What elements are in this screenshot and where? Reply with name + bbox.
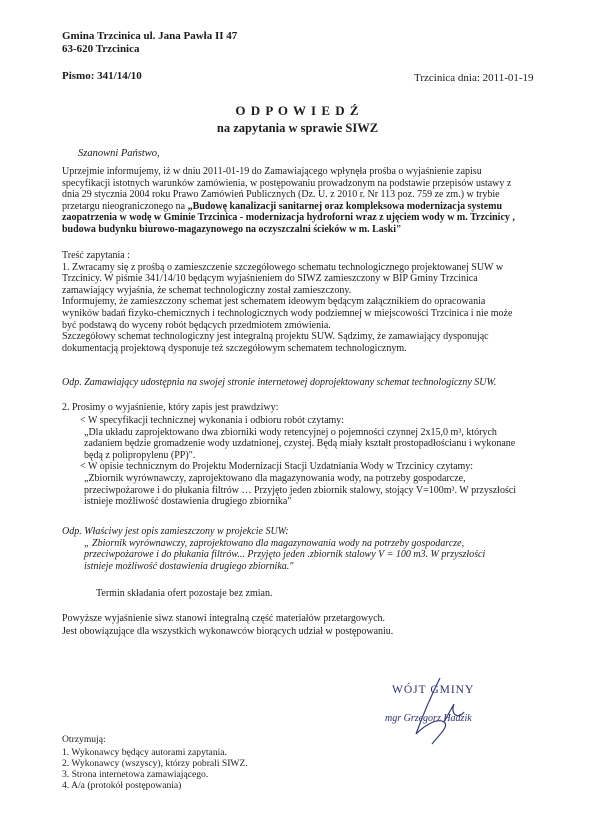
intro-paragraph — [62, 166, 534, 236]
question-2-line: przeciwpożarowe i do płukania filtrów … Przyjęto jeden zbiornik stalowy, stojący V=100m³. W przyszłości — [84, 484, 517, 496]
question-2-line: zadaniem będzie gromadzenie wody uzdatnionej, czystej. Będą miały kształt prostopadłościanu i wykonane — [84, 438, 516, 450]
question-2-line: istnieje możliwość dostawienia drugiego zbiornika" — [84, 496, 292, 508]
closing-line-1: Powyższe wyjaśnienie siwz stanowi integralną część materiałów przetargowych. — [62, 613, 386, 624]
intro-plain: przetargu nieograniczonego na — [62, 200, 188, 212]
sender-address-line1: Gmina Trzcinica ul. Jana Pawła II 47 — [62, 30, 238, 42]
question-1-line: być podstawą do wyceny robót będących przedmiotem zmówienia. — [62, 319, 331, 331]
recipient-item: 3. Strona internetowa zamawiającego. — [62, 769, 209, 780]
project-title-line: budowa budynku biurowo-magazynowego na oczyszczalni ścieków w m. Laski" — [62, 223, 402, 235]
recipients-label: Otrzymują: — [62, 734, 106, 745]
question-2-line: < W specyfikacji technicznej wykonania i odbioru robót czytamy: — [80, 415, 345, 426]
question-2-line: będą z polipropylenu (PP)". — [84, 449, 196, 461]
answer-2-line: „ Zbiornik wyrównawczy, zaprojektowano dla magazynowania wody na potrzeby gospodarcze, — [84, 537, 465, 549]
signature-icon — [380, 674, 500, 754]
recipient-item: 4. A/a (protokół postępowania) — [62, 780, 182, 791]
document-title: O D P O W I E D Ź — [235, 103, 360, 118]
question-2-block — [80, 415, 540, 508]
intro-line: specyfikacji istotnych warunków zamówienia, w postępowaniu prowadzonym na podstawie przepisów ustawy z — [62, 177, 512, 189]
question-1-line: dokumentacją projektową dysponuje też szczegółowym schematem technologicznym. — [62, 342, 407, 354]
place-date: Trzcinica dnia: 2011-01-19 — [414, 72, 534, 84]
stamp-name: mgr Grzegorz Hadzik — [385, 713, 472, 724]
answer-2-line: Odp. Właściwy jest opis zamieszczony w projekcie SUW: — [62, 526, 289, 537]
question-1-line: wyników badań fizyko-chemicznych i technologicznych wody podziemnej w miejscowości Trzcinica i nie może — [62, 307, 513, 319]
question-1-line: zamawiający wyjaśnia, że schemat technologiczny został zamieszczony. — [62, 284, 352, 296]
document-subtitle: na zapytania w sprawie SIWZ — [216, 121, 379, 135]
question-2-line: „Zbiornik wyrównawczy, zaprojektowano dla magazynowania wody, na potrzeby gospodarcze, — [84, 472, 466, 484]
project-title-line: zaopatrzenia w wodę w Gminie Trzcinica - modernizacja hydroforni wraz z ujęciem wody w m. Trzcinicy , — [62, 212, 515, 224]
answer-2-line: istnieje możliwość dostawienia drugiego zbiornika." — [84, 560, 294, 572]
intro-line-4 — [62, 201, 534, 213]
stamp-title: WÓJT GMINY — [392, 684, 475, 696]
question-2-line: „Dla układu zaprojektowano dwa zbiorniki wody retencyjnej o pojemności czynnej 2x15,0 m³, których — [84, 426, 497, 438]
salutation: Szanowni Państwo, — [78, 148, 160, 159]
answer-1: Odp. Zamawiający udostępnia na swojej stronie internetowej doprojektowany schemat technologiczny SUW. — [62, 377, 497, 388]
deadline-note: Termin składania ofert pozostaje bez zmian. — [96, 588, 273, 599]
closing-line-2: Jest obowiązujące dla wszystkich wykonawców biorących udział w postępowaniu. — [62, 626, 394, 637]
intro-line: Uprzejmie informujemy, iż w dniu 2011-01-19 do Zamawiającego wpłynęła prośba o wyjaśnienie zapisu — [62, 166, 482, 177]
sender-address-line2: 63-620 Trzcinica — [62, 43, 140, 55]
intro-line: dnia 29 stycznia 2004 roku Prawo Zamówień Publicznych (Dz. U. z 2010 r. Nr 113 poz. 759 ze zm.) w trybie — [62, 189, 500, 201]
question-1-block — [62, 250, 534, 354]
question-1-line: 1. Zwracamy się z prośbą o zamieszczenie szczegółowego schematu technologicznego projektowanej SUW w — [62, 261, 504, 273]
project-title-start: „Budowę kanalizacji sanitarnej oraz kompleksowa modernizacja systemu — [187, 200, 503, 212]
answer-2-block — [62, 526, 532, 572]
recipient-item: 2. Wykonawcy (wszyscy), którzy pobrali SIWZ. — [62, 758, 248, 769]
question-1-line: Informujemy, że zamieszczony schemat jest schematem ideowym będącym załącznikiem do opracowania — [62, 296, 486, 308]
answer-2-line: przeciwpożarowe i do płukania filtrów... Przyjęto jeden .zbiornik stalowy V = 100 m3. W przyszłości — [84, 549, 486, 561]
question-label: Treść zapytania : — [62, 250, 130, 261]
question-2-intro: 2. Prosimy o wyjaśnienie, który zapis jest prawdziwy: — [62, 402, 279, 413]
question-1-line: Szczegółowy schemat technologiczny jest integralną projektu SUW. Sądzimy, że zamawiający dysponując — [62, 331, 489, 343]
recipient-item: 1. Wykonawcy będący autorami zapytania. — [62, 747, 227, 758]
reference-number: Pismo: 341/14/10 — [62, 70, 142, 82]
recipients-list — [62, 747, 362, 791]
question-1-line: Trzcinicy. W piśmie 341/14/10 będącym wyjaśnieniem do SIWZ zamieszczony w BIP Gminy Trzcinica — [62, 273, 478, 285]
question-2-line: < W opisie technicznym do Projektu Modernizacji Stacji Uzdatniania Wody w Trzcinicy czytamy: — [80, 461, 474, 473]
